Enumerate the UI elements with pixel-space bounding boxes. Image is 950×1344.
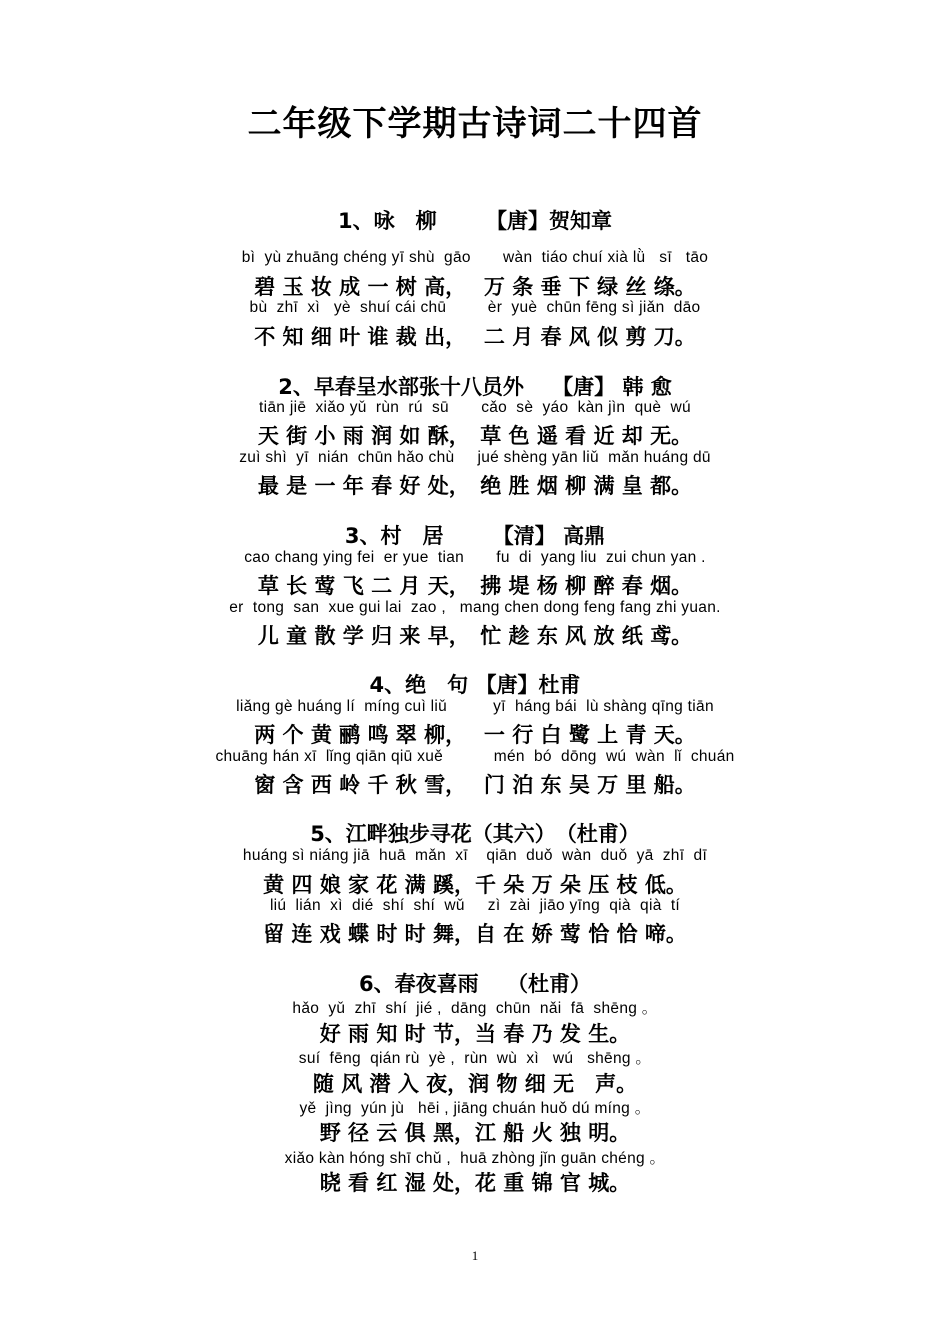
verse-line: 两 个 黄 鹂 鸣 翠 柳， 一 行 白 鹭 上 青 天。 (254, 723, 696, 747)
verse-line: 天 街 小 雨 润 如 酥， 草 色 遥 看 近 却 无。 (257, 424, 693, 448)
pinyin-line: xiǎo kàn hóng shī chǔ , huā zhòng jǐn guān chéng 。 (284, 1150, 666, 1167)
verse-line: 随 风 潜 入 夜，润 物 细 无 声。 (312, 1072, 638, 1096)
verse-line: 窗 含 西 岭 千 秋 雪， 门 泊 东 吴 万 里 船。 (254, 773, 696, 797)
page-number: 1 (471, 1248, 479, 1263)
verse-line: 最 是 一 年 春 好 处， 绝 胜 烟 柳 满 皇 都。 (257, 474, 693, 498)
page-title: 二年级下学期古诗词二十四首 (247, 104, 703, 144)
verse-line: 不 知 细 叶 谁 裁 出， 二 月 春 风 似 剪 刀。 (254, 325, 696, 349)
verse-line: 野 径 云 俱 黑，江 船 火 独 明。 (319, 1121, 631, 1145)
poem-heading: 3、村 居 【清】 高鼎 (344, 524, 606, 548)
verse-line: 碧 玉 妆 成 一 树 高， 万 条 垂 下 绿 丝 绦。 (254, 275, 696, 299)
pinyin-line: cao chang ying fei er yue tian fu di yang liu zui chun yan . (244, 549, 706, 566)
verse-line: 晓 看 红 湿 处，花 重 锦 官 城。 (319, 1171, 631, 1195)
pinyin-line: suí fēng qián rù yè , rùn wù xì wú shēng 。 (298, 1050, 652, 1067)
verse-line: 草 长 莺 飞 二 月 天， 拂 堤 杨 柳 醉 春 烟。 (257, 574, 693, 598)
poem-heading: 5、江畔独步寻花（其六） （杜甫） (310, 822, 640, 846)
pinyin-line: bì yù zhuāng chéng yī shù gāo wàn tiáo chuí xià lǜ sī tāo (241, 249, 709, 266)
poem-heading: 2、早春呈水部张十八员外 【唐】 韩 愈 (278, 375, 672, 399)
pinyin-line: hǎo yǔ zhī shí jié , dāng chūn nǎi fā shēng 。 (292, 1000, 658, 1017)
verse-line: 好 雨 知 时 节，当 春 乃 发 生。 (319, 1022, 631, 1046)
poem-heading: 4、绝 句 【唐】杜甫 (369, 673, 581, 697)
pinyin-line: yě jìng yún jù hēi , jiāng chuán huǒ dú míng 。 (299, 1100, 651, 1117)
pinyin-line: bù zhī xì yè shuí cái chū èr yuè chūn fēng sì jiǎn dāo (249, 299, 701, 316)
pinyin-line: chuāng hán xī lǐng qiān qiū xuě mén bó dōng wú wàn lǐ chuán (215, 748, 735, 765)
verse-line: 儿 童 散 学 归 来 早， 忙 趁 东 风 放 纸 鸢。 (257, 624, 693, 648)
pinyin-line: zuì shì yī nián chūn hǎo chù jué shèng yān liǔ mǎn huáng dū (239, 449, 711, 466)
pinyin-line: er tong san xue gui lai zao , mang chen dong feng fang zhi yuan. (229, 599, 721, 616)
pinyin-line: tiān jiē xiǎo yǔ rùn rú sū cǎo sè yáo kàn jìn què wú (259, 399, 691, 416)
poem-heading: 1、咏 柳 【唐】贺知章 (338, 209, 612, 233)
pinyin-line: liú lián xì dié shí shí wǔ zì zài jiāo yīng qià qià tí (269, 897, 681, 914)
verse-line: 留 连 戏 蝶 时 时 舞，自 在 娇 莺 恰 恰 啼。 (263, 922, 687, 946)
verse-line: 黄 四 娘 家 花 满 蹊，千 朵 万 朵 压 枝 低。 (263, 873, 687, 897)
pinyin-line: liǎng gè huáng lí míng cuì liǔ yī háng bái lù shàng qīng tiān (236, 698, 714, 715)
pinyin-line: huáng sì niáng jiā huā mǎn xī qiān duǒ wàn duǒ yā zhī dī (242, 847, 708, 864)
poem-heading: 6、春夜喜雨 （杜甫） (359, 972, 591, 996)
